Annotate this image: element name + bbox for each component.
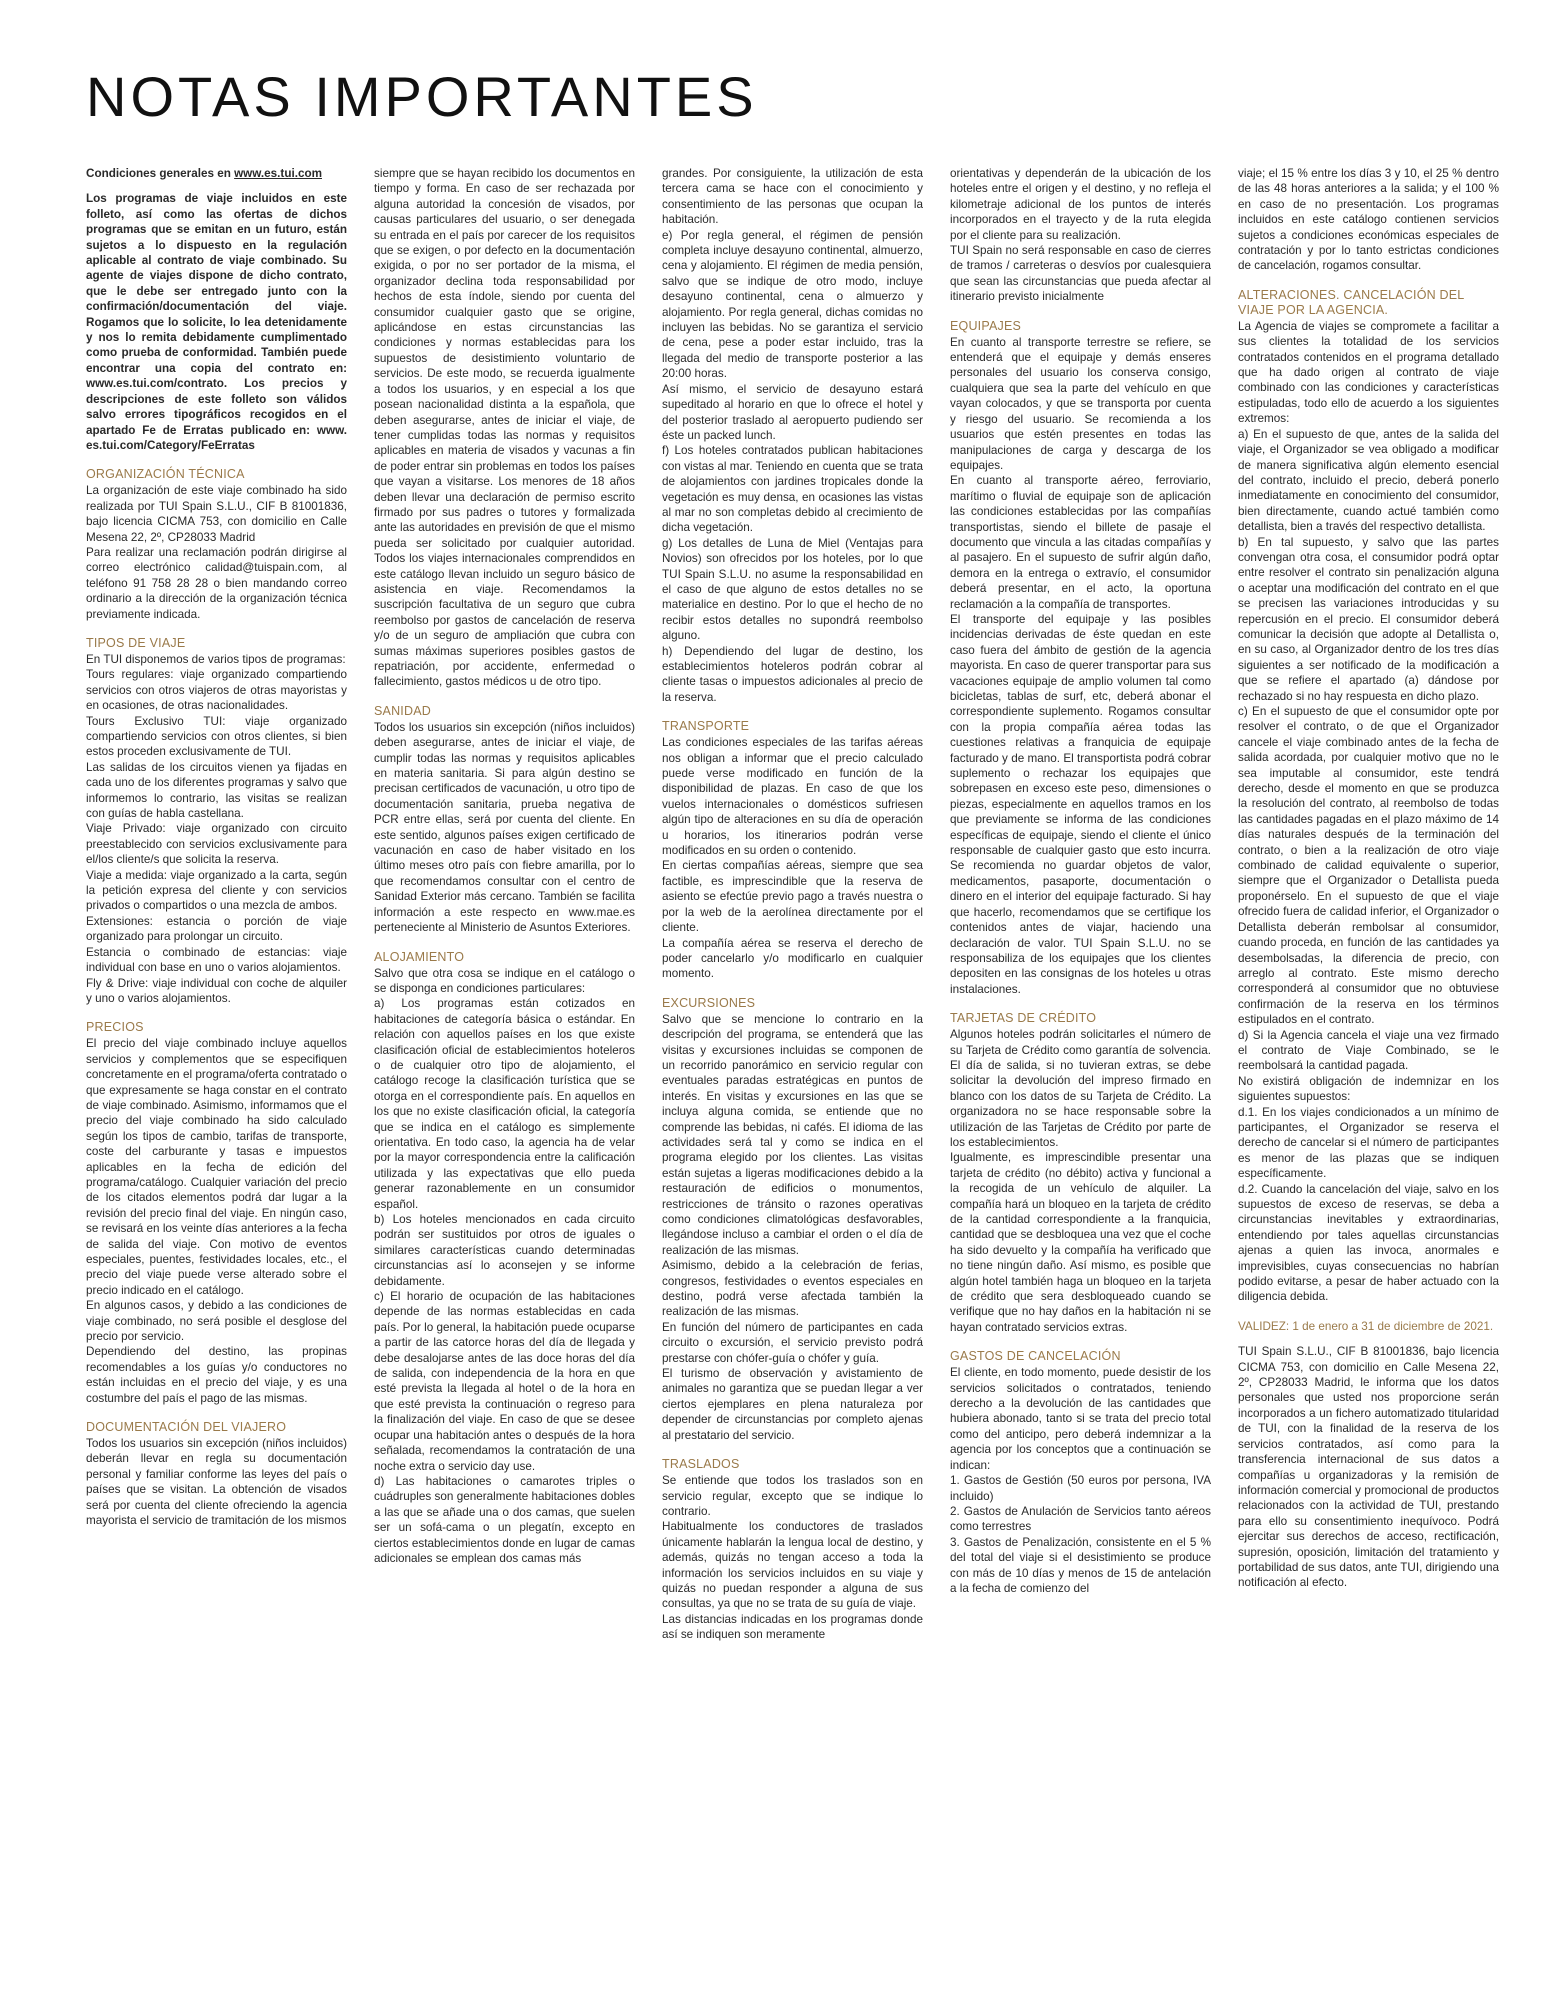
paragraph: El transporte del equipaje y las posibles incidencias derivadas de éste quedan en este caso fuera del ámbito de gestión de la agencia mayorista. En caso de querer transportar para sus vacaciones equipaje de amplio volumen tal como bicicletas, tablas de surf, etc, deberá abonar el correspondiente suplemento. Rogamos consultar con la propia compañía aérea todas las cuestiones relativas a franquicia de equipaje facturado y de mano. El transportista podrá cobrar suplemento o rechazar los equipajes que sobrepasen en exceso este peso, dimensiones o piezas, especialmente en aquellos tramos en los que previamente se informa de las condiciones específicas de equipaje, siendo el cliente el único responsable de cualquier gasto que esto incurra. Se recomienda no guardar objetos de valor, medicamentos, pasaporte, documentación o dinero en el interior del equipaje facturado. Si hay que hacerlo, recomendamos que se certifique los contenidos antes de viajar, haciendo una declaración de valor. TUI Spain S.L.U. no se responsabiliza de los equipajes que los clientes depositen en las consignas de los hoteles u otras instalaciones. <box>950 612 1211 996</box>
paragraph: Se entiende que todos los traslados son en servicio regular, excepto que se indique lo contrario. <box>662 1474 923 1518</box>
paragraph: El cliente, en todo momento, puede desistir de los servicios solicitados o contratados, teniendo derecho a la devolución de las cantidades que hubiera abonado, tanto si se trata del precio total como del anticipo, pero deberá indemnizar a la agencia por los conceptos que a continuación se indican: <box>950 1366 1211 1472</box>
column-4 <box>950 166 1211 1976</box>
paragraph: Tours Exclusivo TUI: viaje organizado compartiendo servicios con otros clientes, si bien estos proceden exclusivamente de TUI. <box>86 714 347 759</box>
paragraph: En algunos casos, y debido a las condiciones de viaje combinado, no será posible el desglose del precio por servicio. <box>86 1299 347 1344</box>
section-heading-organizacion: ORGANIZACIÓN TÉCNICA <box>86 467 245 482</box>
column-3 <box>662 166 923 1976</box>
paragraph: TUI Spain no será responsable en caso de cierres de tramos / carreteras o desvíos por cualesquiera que sean las circunstancias que pueda afectar al itinerario previsto inicialmente <box>950 244 1211 304</box>
section-heading-tarjetas: TARJETAS DE CRÉDITO <box>950 1011 1097 1026</box>
paragraph: Las salidas de los circuitos vienen ya fijadas en cada uno de los diferentes programas y salvo que informemos lo contrario, las visitas se realizan con guías de habla castellana. <box>86 760 347 821</box>
paragraph: Para realizar una reclamación podrán dirigirse al correo electrónico calidad@tuispain.com, al teléfono 91 758 28 28 o bien mandando correo ordinario a la dirección de la organización técnica previamente indicada. <box>86 545 347 621</box>
paragraph: f) Los hoteles contratados publican habitaciones con vistas al mar. Teniendo en cuenta que se trata de alojamientos con jardines tropicales donde la vegetación es muy densa, en ocasiones las vistas al mar no son completas debido al crecimiento de dicha vegetación. <box>662 444 923 535</box>
paragraph: La Agencia de viajes se compromete a facilitar a sus clientes la totalidad de los servicios contratados contenidos en el programa detallado que ha dado origen al contrato de viaje combinado con las condiciones y características estipuladas, todo ello de acuerdo a los siguientes extremos: <box>1238 319 1499 426</box>
column-2 <box>374 166 635 1976</box>
paragraph: Habitualmente los conductores de traslados únicamente hablarán la lengua local de destino, y además, quizás no tengan acceso a toda la información los servicios incluidos en su viaje y quizás no puedan responder a alguna de sus consultas, ya que no se trata de su guía de viaje. <box>662 1520 923 1611</box>
paragraph: g) Los detalles de Luna de Miel (Ventajas para Novios) son ofrecidos por los hoteles, por lo que TUI Spain S.L.U. no asume la responsabilidad en el caso de que alguno de estos detalles no se materialice en destino. Por lo que el hecho de no recibir estos detalles no supondrá reembolso alguno. <box>662 536 923 643</box>
paragraph: La organización de este viaje combinado ha sido realizada por TUI Spain S.L.U., CIF B 81001836, bajo licencia CICMA 753, con domicilio en Calle Mesena 22, 2º, CP28033 Madrid <box>86 484 347 544</box>
paragraph: grandes. Por consiguiente, la utilización de esta tercera cama se hace con el conocimiento y consentimiento de las personas que ocupan la habitación. <box>662 167 923 227</box>
paragraph: c) En el supuesto de que el consumidor opte por resolver el contrato, o de que el Organizador cancele el viaje combinado antes de la fecha de salida acordada, por cualquier motivo que no le sea imputable al consumidor, este tendrá derecho, desde el momento en que se produzca la resolución del contrato, al reembolso de todas las cantidades pagadas en el plazo máximo de 14 días naturales después de la terminación del contrato, o bien a la realización de otro viaje combinado de calidad equivalente o superior, siempre que el Organizador o Detallista pueda proponérselo. En el supuesto de que el viaje ofrecido fuera de calidad inferior, el Organizador o Detallista deberán rembolsar al consumidor, cuando proceda, en función de las cantidades ya desembolsadas, la diferencia de precio, con arreglo al contrato. Este mismo derecho corresponderá al consumidor que no obtuviese confirmación de la reserva en los términos estipulados en el contrato. <box>1238 705 1499 1027</box>
paragraph: Las condiciones especiales de las tarifas aéreas nos obligan a informar que el precio calculado puede verse modificado en función de la disponibilidad de plazas. En caso de que los vuelos internacionales o domésticos sufriesen algún tipo de alteraciones en su día de operación u horarios, los itinerarios podrán verse modificados en su orden o contenido. <box>662 736 923 858</box>
section-heading-alteraciones: ALTERACIONES. CANCELACIÓN DEL VIAJE POR LA AGENCIA. <box>1238 287 1464 317</box>
paragraph: Fly & Drive: viaje individual con coche de alquiler y uno o varios alojamientos. <box>86 976 347 1005</box>
paragraph: En TUI disponemos de varios tipos de programas: <box>86 652 346 666</box>
paragraph: 3. Gastos de Penalización, consistente en el 5 % del total del viaje si el desistimiento se produce con más de 10 días y menos de 15 de antelación a la fecha de comienzo del <box>950 1535 1211 1595</box>
column-1 <box>86 166 347 1976</box>
paragraph: siempre que se hayan recibido los documentos en tiempo y forma. En caso de ser rechazada por alguna autoridad la concesión de visados, por causas particulares del usuario, o ser denegada su entrada en el país por carecer de los requisitos que se exigen, o por defecto en la documentación exigida, o por no ser portador de la misma, el organizador declina toda responsabilidad por hechos de esta índole, siendo por cuenta del consumidor cualquier gasto que se origine, aplicándose en estas circunstancias las condiciones y normas establecidas para los supuestos de desistimiento voluntario de servicios. De este modo, se recuerda igualmente a todos los usuarios, y en especial a los que posean nacionalidad distinta a la española, que deben asegurarse, antes de iniciar el viaje, de tener cumplidas todas las normas y requisitos aplicables en materia de visados y vacunas a fin de poder entrar sin problemas en todos los países que vayan a visitarse. Los menores de 18 años deben llevar una declaración de permiso escrito firmado por sus padres o tutores y formalizada ante las autoridades en previsión de que el mismo pueda ser solicitado por cualquier autoridad. Todos los viajes internacionales comprendidos en este catálogo llevan incluido un seguro básico de asistencia en viaje. Recomendamos la suscripción facultativa de un seguro que cubra reembolso por gastos de cancelación de reserva y/o de un seguro de ampliación que cubra con sumas máximas superiores posibles gastos de repatriación, por accidente, enfermedad o fallecimiento, gastos médicos u de otro tipo. <box>374 167 635 689</box>
validity-note: VALIDEZ: 1 de enero a 31 de diciembre de 2021. <box>1238 1319 1494 1333</box>
section-heading-documentacion: DOCUMENTACIÓN DEL VIAJERO <box>86 1420 287 1435</box>
paragraph: a) Los programas están cotizados en habitaciones de categoría básica o estándar. En relación con aquellos países en los que existe clasificación oficial de establecimientos hoteleros o de cualquier otro tipo de alojamiento, el catálogo recoge la clasificación turística que se otorga en el correspondiente país. En aquellos en los que no existe clasificación oficial, la categoría que se indica en el catálogo es simplemente orientativa. En todo caso, la agencia ha de velar por la mayor correspondencia entre la calificación utilizada y las expectativas que ello pueda generar razonablemente en un consumidor español. <box>374 997 635 1211</box>
conditions-intro <box>86 166 347 181</box>
page-title: NOTAS IMPORTANTES <box>86 65 758 128</box>
section-heading-sanidad: SANIDAD <box>374 703 431 718</box>
paragraph: e) Por regla general, el régimen de pensión completa incluye desayuno continental, almuerzo, cena y alojamiento. El régimen de media pensión, salvo que se indique de otro modo, incluye desayuno continental, cena o almuerzo y alojamiento. Por regla general, dichas comidas no incluyen las bebidas. No se garantiza el servicio de cena, pese a poder estar incluido, tras la llegada del medio de transporte posterior a las 20:00 horas. <box>662 228 923 381</box>
paragraph: d.2. Cuando la cancelación del viaje, salvo en los supuestos de exceso de reservas, se deba a circunstancias inevitables y extraordinarias, entendiendo por tales aquellas circunstancias ajenas a quien las invoca, anormales e imprevisibles, cuyas consecuencias no habrían podido evitarse, a pesar de haber actuado con la diligencia debida. <box>1238 1182 1499 1304</box>
section-heading-precios: PRECIOS <box>86 1020 144 1035</box>
paragraph: TUI Spain S.L.U., CIF B 81001836, bajo licencia CICMA 753, con domicilio en Calle Mesena 22, 2º, CP28033 Madrid, le informa que los datos personales que usted nos proporcione serán incorporados a un fichero automatizado titularidad de TUI, con la finalidad de la reserva de los servicios contratados, así como para la transferencia internacional de sus datos a compañías u organizadoras y la remisión de información comercial y promocional de productos relacionados con la actividad de TUI, prestando para ello su consentimiento inequívoco. Podrá ejercitar sus derechos de acceso, rectificación, supresión, oposición, limitación del tratamiento y portabilidad de sus datos, ante TUI, dirigiendo una notificación al efecto. <box>1238 1345 1499 1590</box>
paragraph: La compañía aérea se reserva el derecho de poder cancelarlo y/o modificarlo en cualquier momento. <box>662 936 923 981</box>
paragraph: a) En el supuesto de que, antes de la salida del viaje, el Organizador se vea obligado a modificar de manera significativa algún elemento esencial del contrato, incluido el precio, deberá ponerlo inmediatamente en conocimiento del consumidor, bien directamente, cuando actué también como detallista, bien a través del respectivo detallista. <box>1238 427 1499 534</box>
section-heading-tipos: TIPOS DE VIAJE <box>86 635 186 650</box>
paragraph: Viaje a medida: viaje organizado a la carta, según la petición expresa del cliente y con servicios privados o compartidos o una mezcla de ambos. <box>86 868 347 913</box>
paragraph: Dependiendo del destino, las propinas recomendables a los guías y/o conductores no están incluidas en el precio del viaje, y es una costumbre del país el pago de las mismas. <box>86 1345 347 1405</box>
paragraph: En cuanto al transporte aéreo, ferroviario, marítimo o fluvial de equipaje son de aplicación las condiciones establecidas por las compañías transportistas, siendo el billete de pasaje el documento que vincula a las citadas compañías y al pasajero. En el supuesto de sufrir algún daño, demora en la entrega o extravío, el consumidor deberá presentar, en el acto, la oportuna reclamación a la compañía de transportes. <box>950 474 1211 611</box>
paragraph: En ciertas compañías aéreas, siempre que sea factible, es imprescindible que la reserva de asiento se efectúe previo pago a través nuestra o por la web de la aerolínea directamente por el cliente. <box>662 859 923 935</box>
section-heading-transporte: TRANSPORTE <box>662 719 750 734</box>
paragraph: 2. Gastos de Anulación de Servicios tanto aéreos como terrestres <box>950 1504 1211 1534</box>
paragraph: c) El horario de ocupación de las habitaciones depende de las normas establecidas en cada país. Por lo general, la habitación puede ocuparse a partir de las catorce horas del día de llegada y debe desalojarse antes de las doce horas del día de salida, con independencia de la hora en que esté prevista la llegada al hotel o de la hora en que esté prevista la continuación o regreso para la finalización del viaje. En caso de que se desee ocupar una habitación antes o después de la hora señalada, recomendamos la contratación de una noche extra o servicio day use. <box>374 1290 635 1473</box>
paragraph: Asimismo, debido a la celebración de ferias, congresos, festividades o eventos especiales en destino, podrá verse afectada también la realización de las mismas. <box>662 1259 923 1319</box>
intro-paragraph: Los programas de viaje incluidos en este folleto, así como las ofertas de dichos programas que se emitan en un futuro, están sujetos a lo dispuesto en la regulación aplicable al contrato de viaje combinado. Su agente de viajes dispone de dicho contrato, que le debe ser entregado junto con la confirmación/documentación del viaje. Rogamos que lo solicite, lo lea detenidamente y nos lo remita debidamente cumplimentado como prueba de conformidad. También puede encontrar una copia del contrato en: www.es.tui.com/contrato. Los precios y descripciones de este folleto son válidos salvo errores tipográficos recogidos en el apartado Fe de Erratas publicado en: www. es.tui.com/Category/FeErratas <box>86 192 347 452</box>
paragraph: Salvo que otra cosa se indique en el catálogo o se disponga en condiciones particulares: <box>374 966 635 995</box>
paragraph: Todos los usuarios sin excepción (niños incluidos) deben asegurarse, antes de iniciar el viaje, de cumplir todas las normas y requisitos aplicables en materia sanitaria. Si para algún destino se precisan certificados de vacunación, u otro tipo de documentación sanitaria, prueba negativa de PCR entre ellas, será por cuenta del cliente. En este sentido, algunos países exigen certificado de vacunación en caso de haber visitado en los último meses otro país con fiebre amarilla, por lo que recomendamos consultar con el centro de Sanidad Exterior más cercano. También se facilita información a este respecto en www.mae.es perteneciente al Ministerio de Asuntos Exteriores. <box>374 720 635 935</box>
paragraph: Igualmente, es imprescindible presentar una tarjeta de crédito (no débito) activa y funcional a la recogida de un vehículo de alquiler. La compañía hará un bloqueo en la tarjeta de crédito de la cantidad correspondiente a la franquicia, cantidad que se desbloquea una vez que el coche ha sido devuelto y la compañía ha verificado que no tiene ningún daño. Así mismo, es posible que algún hotel también haga un bloqueo en la tarjeta de crédito que sera desbloqueado cuando se verifique que no hay daños en la habitación ni se hayan contratado servicios extras. <box>950 1151 1211 1334</box>
paragraph: Extensiones: estancia o porción de viaje organizado para prolongar un circuito. <box>86 914 347 944</box>
paragraph: Salvo que se mencione lo contrario en la descripción del programa, se entenderá que las visitas y excursiones incluidas se componen de un recorrido panorámico en servicio regular con eventuales paradas estratégicas en puntos de interés. En visitas y excursiones en las que se incluya alguna comida, se entiende que no comprende las bebidas, ni cafés. El idioma de las actividades será tal y como se indica en el programa elegido por los clientes. Las visitas están sujetas a ligeras modificaciones debido a la restauración de edificios o monumentos, restricciones de tránsito o razones operativas como condiciones climatológicas desfavorables, llegándose incluso a cambiar el orden o el día de realización de las mismas. <box>662 1012 923 1257</box>
paragraph: b) Los hoteles mencionados en cada circuito podrán ser sustituidos por otros de iguales o similares características cuando determinadas circunstancias así lo aconsejen y se informe debidamente. <box>374 1213 635 1288</box>
paragraph: Estancia o combinado de estancias: viaje individual con base en uno o varios alojamientos. <box>86 945 347 975</box>
paragraph: d) Si la Agencia cancela el viaje una vez firmado el contrato de Viaje Combinado, se le reembolsará la cantidad pagada. <box>1238 1028 1499 1073</box>
paragraph: Viaje Privado: viaje organizado con circuito preestablecido con servicios exclusivamente para el/los cliente/s que solicita la reserva. <box>86 822 347 867</box>
paragraph: Tours regulares: viaje organizado compartiendo servicios con otros viajeros de otras mayoristas y en ocasiones, de otras nacionalidades. <box>86 668 347 713</box>
paragraph: En cuanto al transporte terrestre se refiere, se entenderá que el equipaje y demás enseres personales del usuario los conserva consigo, cualquiera que sea la parte del vehículo en que vayan colocados, y que se transporta por cuenta y riesgo del usuario. Se recomienda a los usuarios que estén presentes en todas las manipulaciones de carga y descarga de los equipajes. <box>950 335 1211 472</box>
conditions-link[interactable]: www.es.tui.com <box>234 167 322 180</box>
paragraph: En función del número de participantes en cada circuito o excursión, el servicio previsto podrá prestarse con chófer-guía o chófer y guía. <box>662 1320 923 1365</box>
section-heading-gastos: GASTOS DE CANCELACIÓN <box>950 1349 1121 1364</box>
paragraph: b) En tal supuesto, y salvo que las partes convengan otra cosa, el consumidor podrá optar entre resolver el contrato sin penalización alguna o aceptar una modificación del contrato en el que se precisen las variaciones introducidas y su repercusión en el precio. El consumidor deberá comunicar la decisión que adopte al Detallista o, en su caso, al Organizador dentro de los tres días siguientes a ser notificado de la modificación a que se refiere el apartado (a) dándose por rechazado si no hay respuesta en dicho plazo. <box>1238 535 1499 703</box>
paragraph: El turismo de observación y avistamiento de animales no garantiza que se puedan llegar a ver ciertos ejemplares en plena naturaleza por depender de circunstancias por completo ajenas al prestatario del servicio. <box>662 1367 923 1442</box>
paragraph: Algunos hoteles podrán solicitarles el número de su Tarjeta de Crédito como garantía de solvencia. El día de salida, si no tuvieran extras, se debe solicitar la devolución del impreso firmado en blanco con los datos de su Tarjeta de Crédito. La organizadora no se hace responsable sobre la utilización de las Tarjetas de Crédito por parte de los establecimientos. <box>950 1028 1211 1149</box>
section-heading-alojamiento: ALOJAMIENTO <box>374 949 465 964</box>
paragraph: h) Dependiendo del lugar de destino, los establecimientos hoteleros podrán cobrar al cliente tasas o impuestos adicionales al precio de la reserva. <box>662 644 923 704</box>
conditions-label: Condiciones generales en <box>86 167 235 180</box>
paragraph: orientativas y dependerán de la ubicación de los hoteles entre el origen y el destino, y no refleja el kilometraje adicional de los puntos de interés incorporados en el trayecto y de la ruta elegida por el cliente para su realización. <box>950 167 1211 242</box>
paragraph: Así mismo, el servicio de desayuno estará supeditado al horario en que lo ofrece el hotel y del posterior traslado al aeropuerto pudiendo ser éste un packed lunch. <box>662 382 923 442</box>
paragraph: viaje; el 15 % entre los días 3 y 10, el 25 % dentro de las 48 horas anteriores a la salida; y el 100 % en caso de no presentación. Los programas incluidos en este catálogo contienen servicios sujetos a condiciones económicas especiales de contratación y por lo tanto estrictas condiciones de cancelación, rogamos consultar. <box>1238 167 1499 273</box>
paragraph: Las distancias indicadas en los programas donde así se indiquen son meramente <box>662 1612 923 1642</box>
column-5 <box>1238 166 1499 1976</box>
paragraph: 1. Gastos de Gestión (50 euros por persona, IVA incluido) <box>950 1474 1211 1503</box>
section-heading-equipajes: EQUIPAJES <box>950 318 1022 333</box>
paragraph: d.1. En los viajes condicionados a un mínimo de participantes, el Organizador se reserva el derecho de cancelar si el número de participantes es menor de las plazas que se indiquen específicamente. <box>1238 1105 1499 1181</box>
paragraph: No existirá obligación de indemnizar en los siguientes supuestos: <box>1238 1074 1499 1104</box>
section-heading-excursiones: EXCURSIONES <box>662 995 756 1010</box>
paragraph: El precio del viaje combinado incluye aquellos servicios y complementos que se especifiquen concretamente en el programa/oferta contratado o que expresamente se haga constar en el contrato de viaje combinado. Asimismo, informamos que el precio del viaje combinado ha sido calculado según los tipos de cambio, tarifas de transporte, coste del carburante y tasas e impuestos aplicables en la fecha de edición del programa/catálogo. Cualquier variación del precio de los citados elementos podrá dar lugar a la revisión del precio final del viaje. En ningún caso, se revisará en los veinte días anteriores a la fecha de salida del viaje. Con motivo de eventos especiales, puentes, festividades locales, etc., el precio del viaje puede verse alterado sobre el precio indicado en el catálogo. <box>86 1037 347 1297</box>
paragraph: Todos los usuarios sin excepción (niños incluidos) deberán llevar en regla su documentación personal y familiar conforme las leyes del país o países que se visitan. La obtención de visados será por cuenta del cliente ofreciendo la agencia mayorista el servicio de tramitación de los mismos <box>86 1437 347 1528</box>
section-heading-traslados: TRASLADOS <box>662 1457 740 1472</box>
text-columns <box>86 166 1499 1976</box>
paragraph: d) Las habitaciones o camarotes triples o cuádruples son generalmente habitaciones dobles a las que se añade una o dos camas, que suelen ser un sofá-cama o un plegatín, excepto en ciertos establecimientos donde en lugar de camas adicionales se emplean dos camas más <box>374 1474 635 1565</box>
